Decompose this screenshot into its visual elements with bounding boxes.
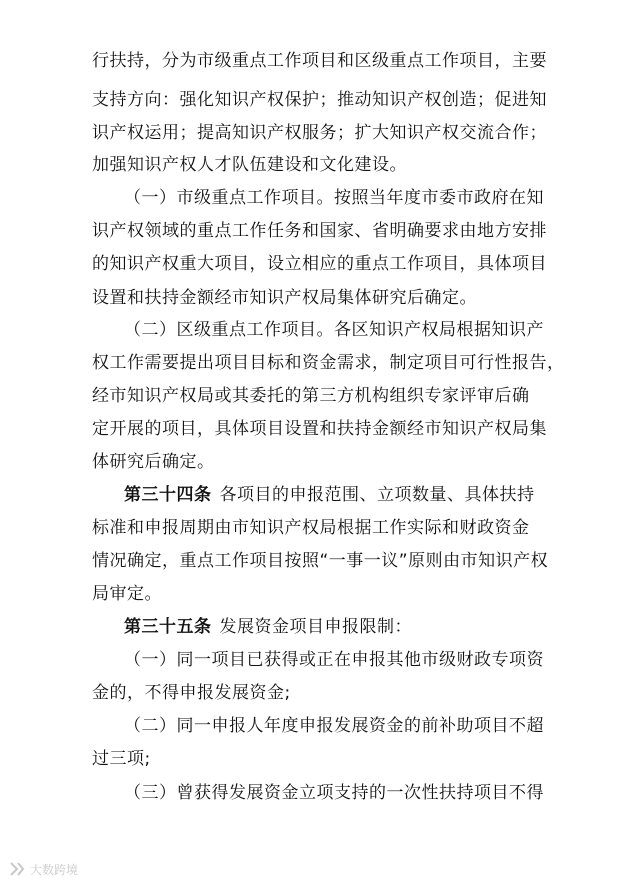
- text-line: 加强知识产权人才队伍建设和文化建设。: [92, 155, 407, 175]
- text-line: 支持方向：强化知识产权保护；推动知识产权创造；促进知: [92, 90, 547, 110]
- text-line: （二）同一申报人年度申报发展资金的前补助项目不超: [124, 716, 544, 736]
- text-line: 经市知识产权局或其委托的第三方机构组织专家评审后确: [92, 386, 530, 406]
- text-line: （二）区级重点工作项目。各区知识产权局根据知识产: [124, 320, 544, 340]
- text-line: （一）市级重点工作项目。按照当年度市委市政府在知: [124, 188, 544, 208]
- text-line: （三）曾获得发展资金立项支持的一次性扶持项目不得: [124, 783, 544, 803]
- text-line: 权工作需要提出项目目标和资金需求，制定项目可行性报告，: [92, 353, 565, 373]
- text-line: 的知识产权重大项目，设立相应的重点工作项目，具体项目: [92, 254, 547, 274]
- text-line: 金的，不得申报发展资金;: [92, 683, 291, 703]
- text-line: 行扶持，分为市级重点工作项目和区级重点工作项目，主要: [92, 51, 547, 71]
- article-35-line: [124, 612, 552, 642]
- text-line: 情况确定，重点工作项目按照“一事一议”原则由市知识产权: [92, 551, 549, 571]
- article-34-label: 第三十四条: [124, 485, 212, 505]
- brand-logo-icon: [8, 860, 26, 878]
- text-line: 标准和申报周期由市知识产权局根据工作实际和财政资金: [92, 518, 530, 538]
- text-line: （一）同一项目已获得或正在申报其他市级财政专项资: [124, 650, 544, 670]
- text-line: 发展资金项目申报限制：: [219, 617, 412, 637]
- text-line: 过三项;: [92, 749, 151, 769]
- text-line: 识产权领域的重点工作任务和国家、省明确要求由地方安排: [92, 221, 547, 241]
- watermark-text: 大数跨境: [30, 862, 79, 877]
- article-34-line: [124, 480, 552, 510]
- watermark: [8, 858, 78, 880]
- text-line: 体研究后确定。: [92, 452, 215, 472]
- text-line: 各项目的申报范围、立项数量、具体扶持: [219, 485, 535, 505]
- text-line: 设置和扶持金额经市知识产权局集体研究后确定。: [92, 288, 477, 308]
- text-line: 定开展的项目，具体项目设置和扶持金额经市知识产权局集: [92, 419, 547, 439]
- text-line: 识产权运用；提高知识产权服务；扩大知识产权交流合作；: [92, 123, 547, 143]
- text-line: 局审定。: [92, 584, 162, 604]
- article-35-label: 第三十五条: [124, 617, 212, 637]
